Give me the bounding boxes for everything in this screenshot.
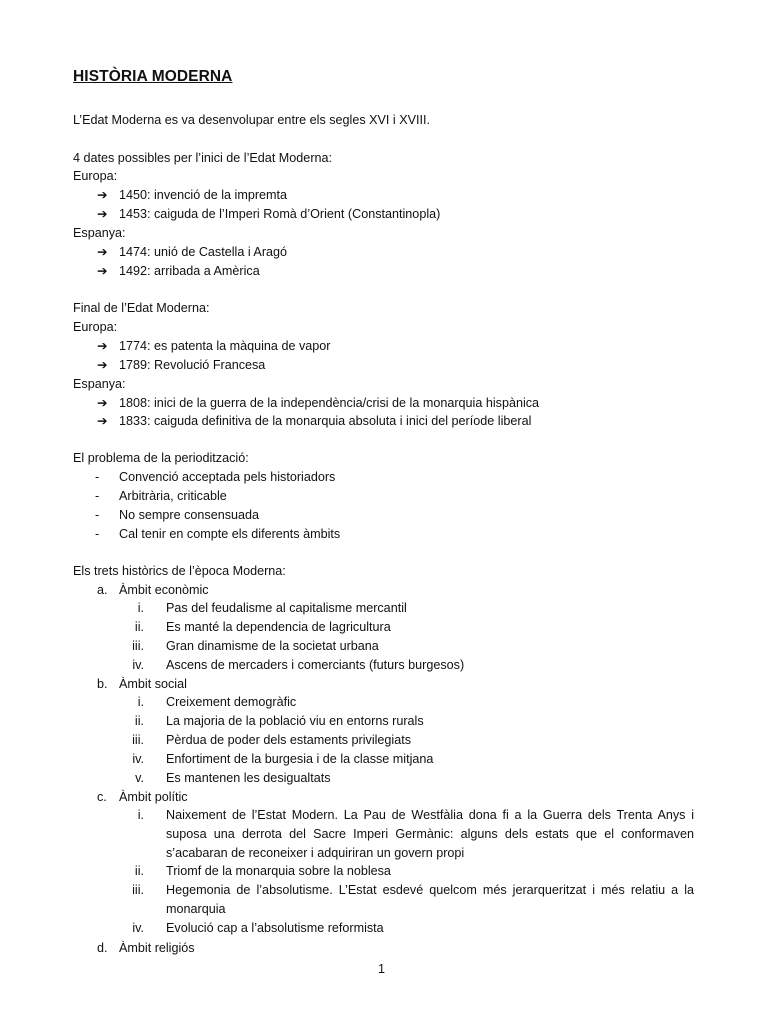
arrow-right-icon: ➔ (97, 245, 108, 259)
document-title: HISTÒRIA MODERNA (73, 68, 233, 85)
list-item: iii. Gran dinamisme de la societat urbana (132, 639, 379, 653)
list-item: - Convenció acceptada pels historiadors (95, 470, 336, 484)
list-item: - Cal tenir en compte els diferents àmbits (95, 527, 341, 541)
intro-paragraph: L’Edat Moderna es va desenvolupar entre els segles XVI i XVIII. (73, 113, 431, 127)
list-item: ➔ 1833: caiguda definitiva de la monarquia absoluta i inici del període liberal (97, 414, 532, 428)
start-spain-label: Espanya: (73, 226, 126, 240)
list-item: ii. La majoria de la població viu en entorns rurals (134, 714, 424, 728)
list-item: ➔ 1453: caiguda de l’Imperi Romà d’Orient (Constantinopla) (97, 207, 441, 221)
start-europe-label: Europa: (73, 169, 118, 183)
list-item: v. Es mantenen les desigualtats (135, 771, 331, 785)
end-heading: Final de l’Edat Moderna: (73, 301, 210, 315)
list-item: iii. Hegemonia de l’absolutisme. L’Estat esdevé quelcom més jerarqueritzat i més relatiu a la monarquia (132, 883, 694, 916)
end-europe-label: Europa: (73, 320, 118, 334)
list-item: ➔ 1774: es patenta la màquina de vapor (97, 339, 331, 353)
traits-heading: Els trets històrics de l’època Moderna: (73, 564, 286, 578)
list-item: i. Creixement demogràfic (137, 695, 297, 709)
arrow-right-icon: ➔ (97, 339, 108, 353)
list-item: ➔ 1808: inici de la guerra de la independència/crisi de la monarquia hispànica (97, 396, 540, 410)
list-item: ➔ 1492: arribada a Amèrica (97, 264, 260, 278)
arrow-right-icon: ➔ (97, 396, 108, 410)
section-religious: d. Àmbit religiós (97, 941, 195, 955)
list-item: iii. Pèrdua de poder dels estaments privilegiats (132, 733, 412, 747)
end-spain-label: Espanya: (73, 377, 126, 391)
periodization-heading: El problema de la periodització: (73, 451, 249, 465)
section-economic: a. Àmbit econòmic (97, 583, 209, 597)
section-political: c. Àmbit polític (97, 790, 188, 804)
list-item: i. Pas del feudalisme al capitalisme mercantil (137, 601, 407, 615)
list-item: i. Naixement de l’Estat Modern. La Pau de Westfàlia dona fi a la Guerra dels Trenta Anys i suposa una derrota del Sacre Imperi Germànic: alguns dels estats que el conformaven s’acabaran de reconeixer i adquiriran un govern propi (137, 808, 694, 860)
list-item: ➔ 1450: invenció de la impremta (97, 188, 288, 202)
list-item: - No sempre consensuada (95, 508, 260, 522)
page-number: 1 (378, 962, 386, 976)
arrow-right-icon: ➔ (97, 358, 108, 372)
list-item: ➔ 1789: Revolució Francesa (97, 358, 266, 372)
list-item: iv. Ascens de mercaders i comerciants (futurs burgesos) (132, 658, 465, 672)
start-heading: 4 dates possibles per l’inici de l’Edat Moderna: (73, 151, 333, 165)
list-item: iv. Enfortiment de la burgesia i de la classe mitjana (132, 752, 434, 766)
list-item: ➔ 1474: unió de Castella i Aragó (97, 245, 288, 259)
list-item: ii. Es manté la dependencia de lagricultura (134, 620, 391, 634)
arrow-right-icon: ➔ (97, 207, 108, 221)
list-item: ii. Triomf de la monarquia sobre la noblesa (134, 864, 391, 878)
list-item: - Arbitrària, criticable (95, 489, 227, 503)
section-social: b. Àmbit social (97, 677, 187, 691)
arrow-right-icon: ➔ (97, 414, 108, 428)
arrow-right-icon: ➔ (97, 188, 108, 202)
arrow-right-icon: ➔ (97, 264, 108, 278)
list-item: iv. Evolució cap a l’absolutisme reformista (132, 921, 384, 935)
